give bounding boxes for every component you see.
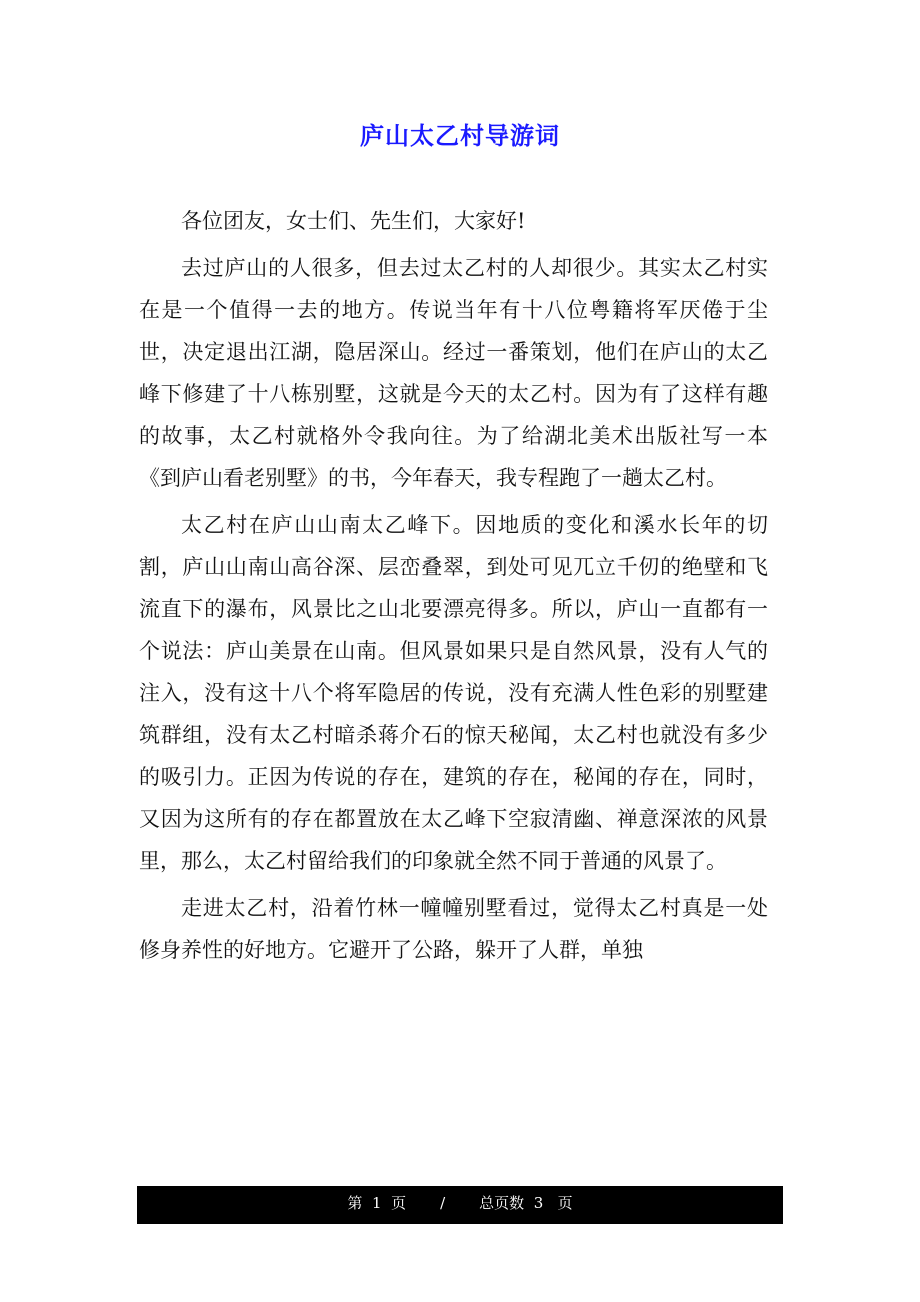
total-pages-label: 总页数 — [479, 1194, 525, 1212]
page-separator: / — [440, 1194, 446, 1212]
paragraph-intro: 去过庐山的人很多，但去过太乙村的人却很少。其实太乙村实在是一个值得一去的地方。传说当年有十八位粤籍将军厌倦于尘世，决定退出江湖，隐居深山。经过一番策划，他们在庐山的太乙峰下修建了十八栋别墅，这就是今天的太乙村。因为有了这样有趣的故事，太乙村就格外令我向往。为了给湖北美术出版社写一本《到庐山看老别墅》的书，今年春天，我专程跑了一趟太乙村。 — [139, 256, 768, 490]
page-footer — [137, 1186, 783, 1224]
document-body — [139, 200, 768, 976]
page-label-prefix: 第 — [347, 1194, 363, 1212]
page-total: 3 — [533, 1194, 544, 1212]
total-pages-suffix: 页 — [557, 1194, 573, 1212]
paragraph-location: 太乙村在庐山山南太乙峰下。因地质的变化和溪水长年的切割，庐山山南山高谷深、层峦叠翠，到处可见兀立千仞的绝壁和飞流直下的瀑布，风景比之山北要漂亮得多。所以，庐山一直都有一个说法：庐山美景在山南。但风景如果只是自然风景，没有人气的注入，没有这十八个将军隐居的传说，没有充满人性色彩的别墅建筑群组，没有太乙村暗杀蒋介石的惊天秘闻，太乙村也就没有多少的吸引力。正因为传说的存在，建筑的存在，秘闻的存在，同时，又因为这所有的存在都置放在太乙峰下空寂清幽、禅意深浓的风景里，那么，太乙村留给我们的印象就全然不同于普通的风景了。 — [139, 513, 768, 873]
page-current: 1 — [371, 1194, 382, 1212]
paragraph-greeting: 各位团友，女士们、先生们，大家好! — [181, 209, 526, 233]
paragraph-walk: 走进太乙村，沿着竹林一幢幢别墅看过，觉得太乙村真是一处修身养性的好地方。它避开了公路，躲开了人群，单独 — [139, 896, 768, 962]
page-title: 庐山太乙村导游词 — [360, 122, 560, 150]
page-label-suffix: 页 — [391, 1194, 407, 1212]
